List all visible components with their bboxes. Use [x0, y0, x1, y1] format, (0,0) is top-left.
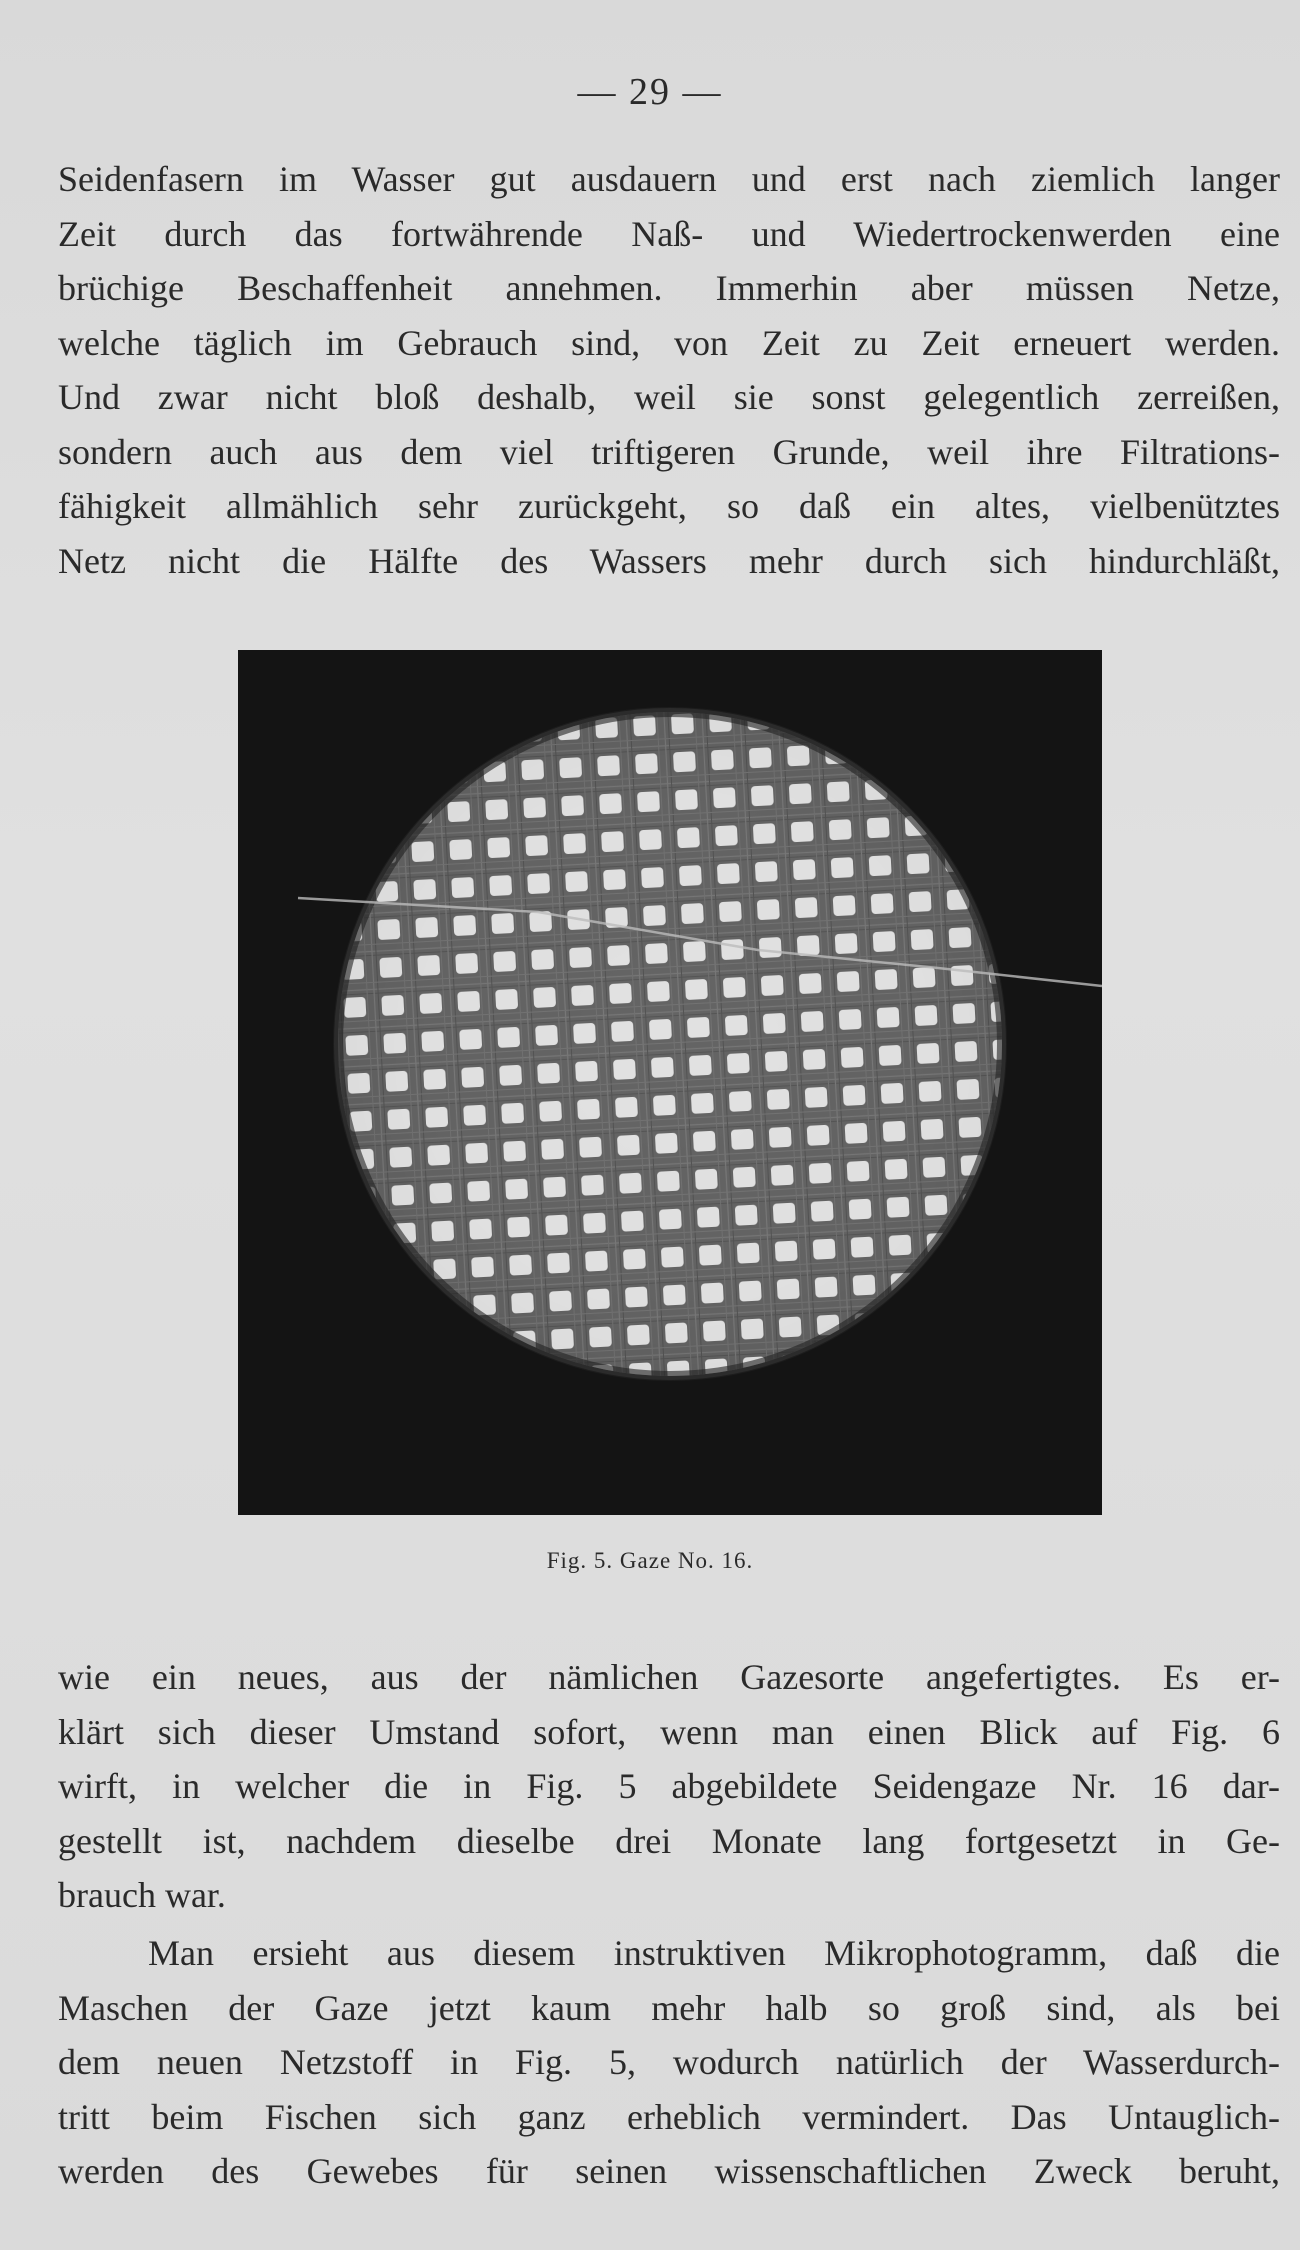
text-line: dem neuen Netzstoff in Fig. 5, wodurch natürlich der Wasserdurch-	[58, 2042, 1280, 2082]
text-line: wirft, in welcher die in Fig. 5 abgebildete Seidengaze Nr. 16 dar-	[58, 1766, 1280, 1806]
gauze-micrograph-svg	[238, 650, 1102, 1515]
text-line: tritt beim Fischen sich ganz erheblich vermindert. Das Untauglich-	[58, 2096, 1280, 2137]
paragraph-mid	[58, 1650, 1280, 1923]
figure-caption: Fig. 5. Gaze No. 16.	[546, 1548, 754, 1573]
text-line: werden des Gewebes für seinen wissenschaftlichen Zweck beruht,	[58, 2151, 1280, 2191]
text-line: Seidenfasern im Wasser gut ausdauern und erst nach ziemlich langer	[58, 159, 1280, 199]
text-line: sondern auch aus dem viel triftigeren Grunde, weil ihre Filtrations-	[58, 431, 1280, 472]
page-number: — 29 —	[577, 71, 723, 113]
paragraph-top	[58, 152, 1280, 588]
text-line: Maschen der Gaze jetzt kaum mehr halb so groß sind, als bei	[58, 1987, 1280, 2028]
text-line: Man ersieht aus diesem instruktiven Mikrophotogramm, daß die	[148, 1933, 1280, 1973]
text-line: wie ein neues, aus der nämlichen Gazesorte angefertigtes. Es er-	[58, 1657, 1280, 1697]
paragraph-bottom	[58, 1926, 1280, 2199]
text-line: fähigkeit allmählich sehr zurückgeht, so daß ein altes, vielbenütztes	[58, 486, 1280, 526]
text-line: Netz nicht die Hälfte des Wassers mehr durch sich hindurchläßt,	[58, 540, 1280, 581]
text-line: brauch war.	[58, 1875, 226, 1915]
text-line: Zeit durch das fortwährende Naß- und Wiedertrockenwerden eine	[58, 213, 1280, 254]
text-line: welche täglich im Gebrauch sind, von Zeit zu Zeit erneuert werden.	[58, 322, 1280, 363]
gauze-micrograph	[238, 650, 1102, 1515]
text-line: gestellt ist, nachdem dieselbe drei Monate lang fortgesetzt in Ge-	[58, 1820, 1280, 1861]
text-line: brüchige Beschaffenheit annehmen. Immerhin aber müssen Netze,	[58, 268, 1280, 308]
text-line: klärt sich dieser Umstand sofort, wenn man einen Blick auf Fig. 6	[58, 1711, 1280, 1752]
text-line: Und zwar nicht bloß deshalb, weil sie sonst gelegentlich zerreißen,	[58, 377, 1280, 417]
